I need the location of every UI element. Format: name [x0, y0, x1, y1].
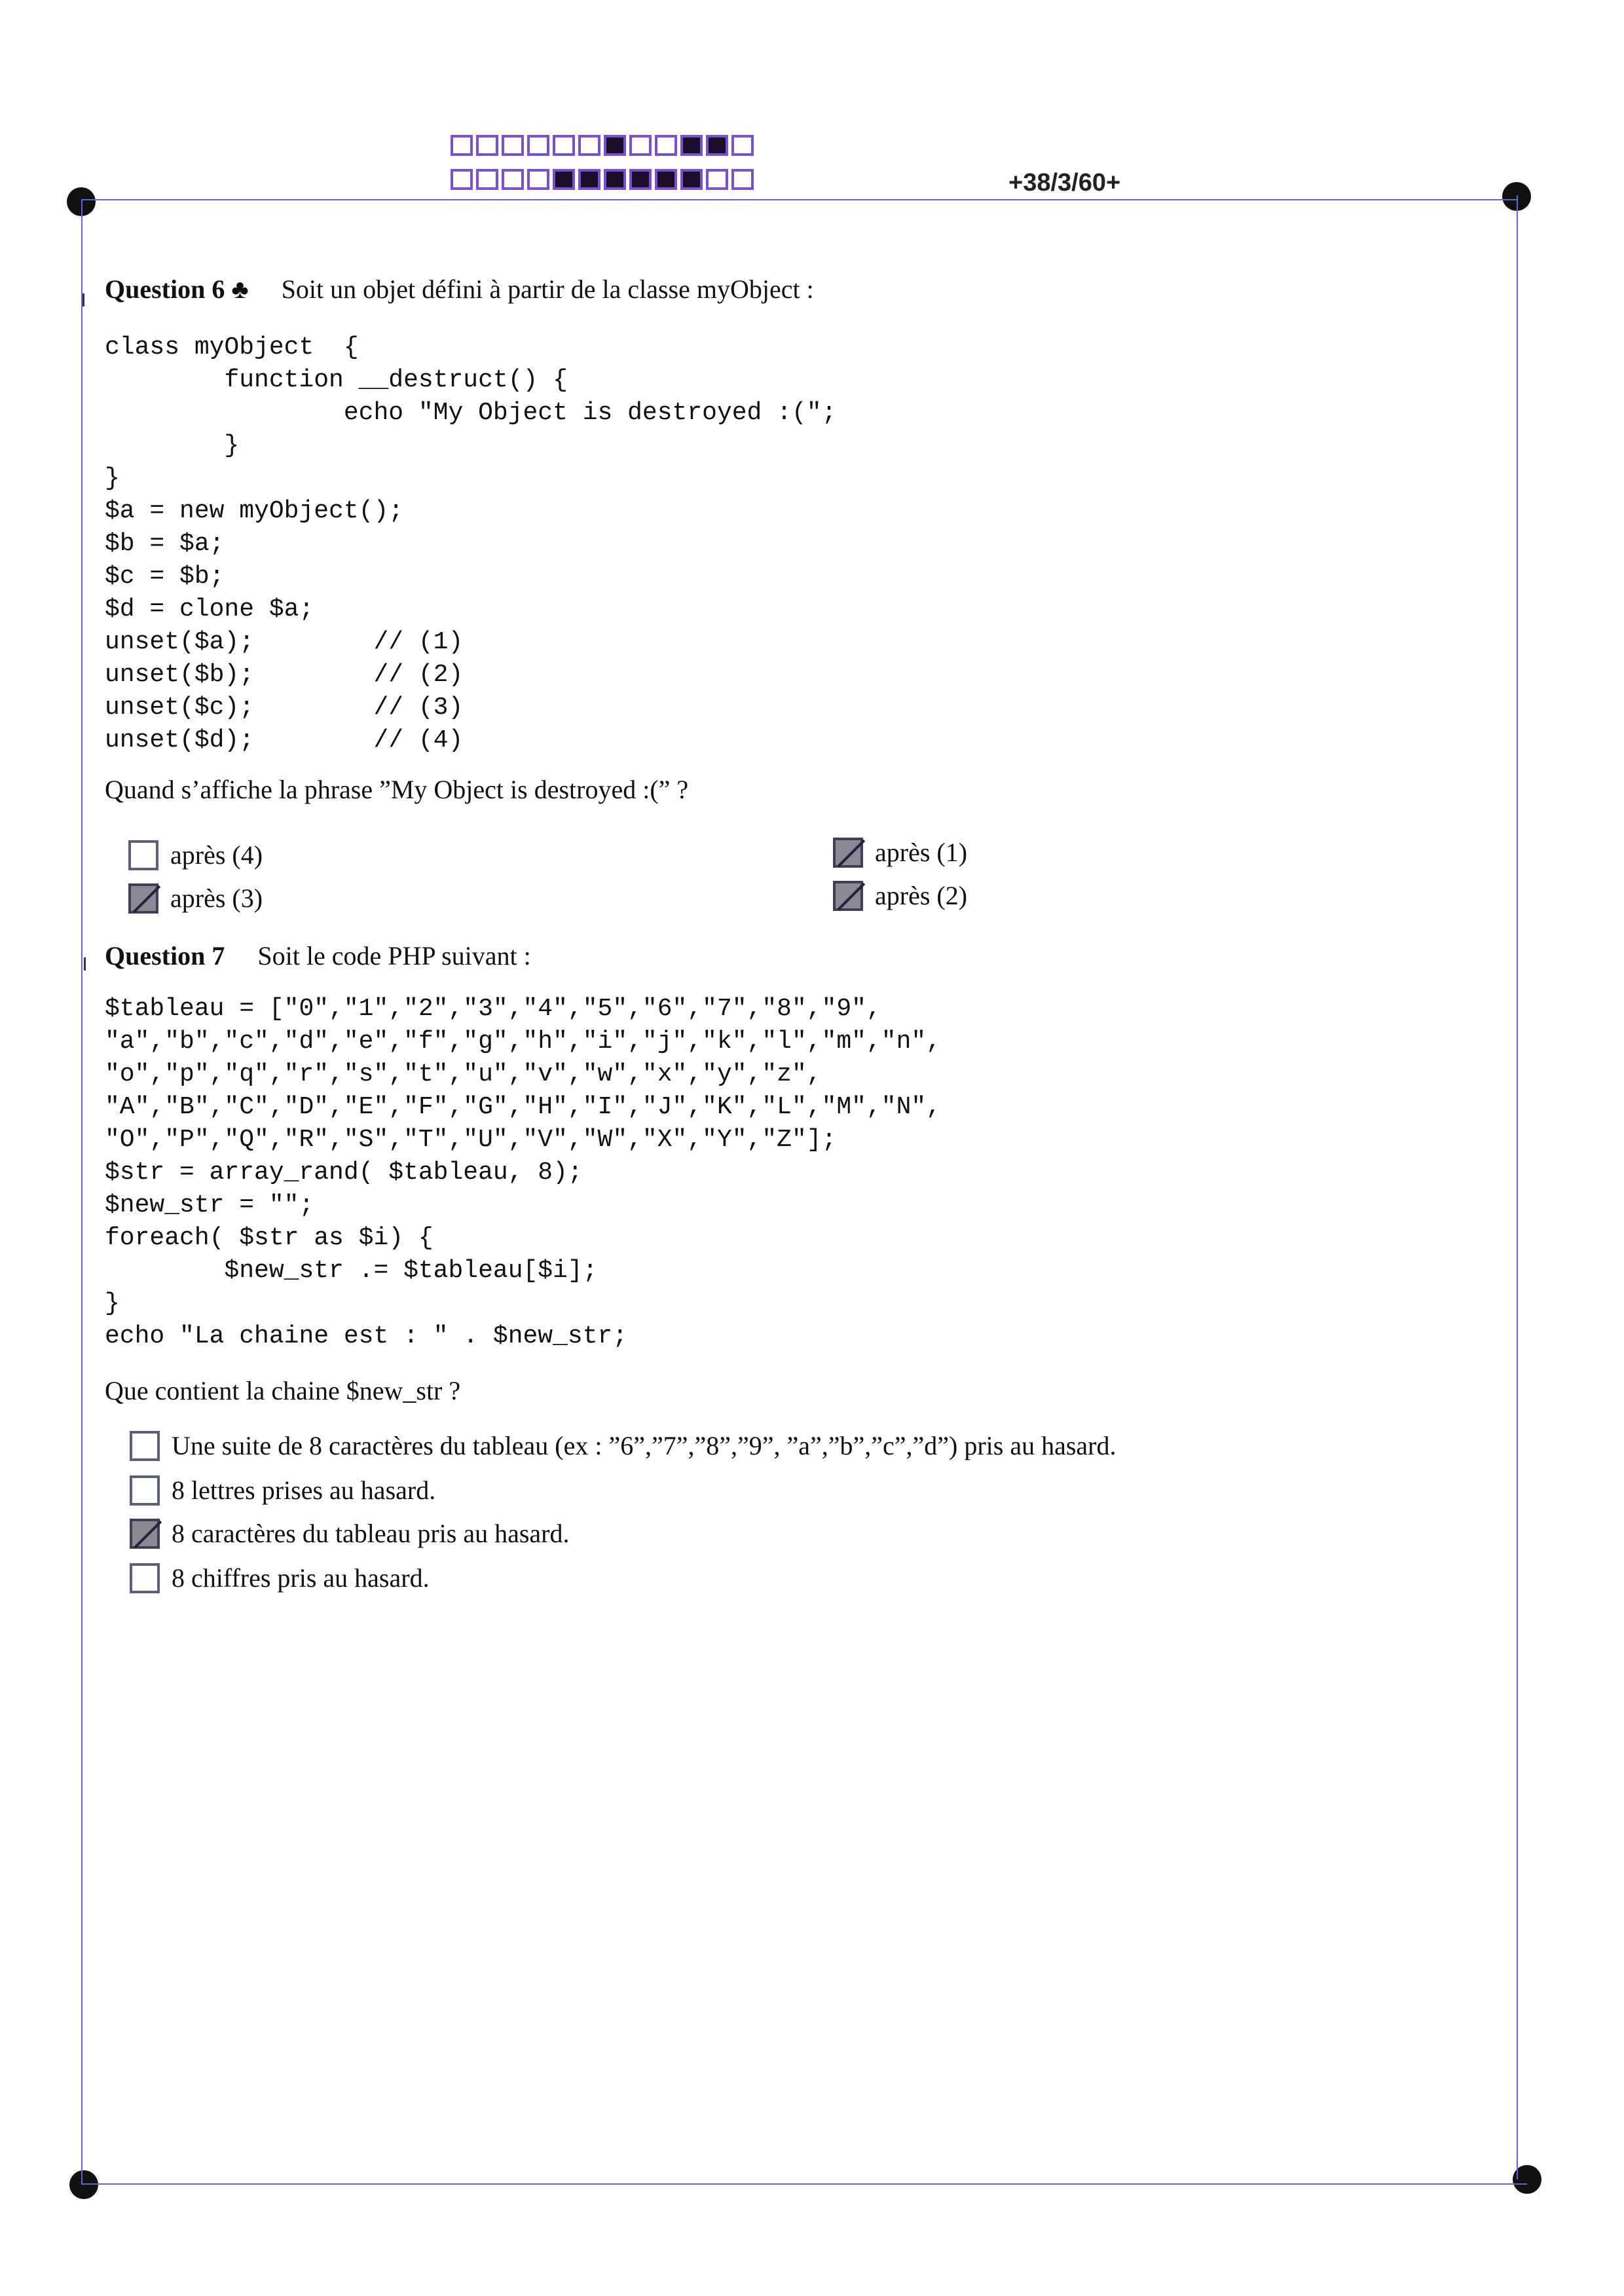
question-6-header — [105, 274, 814, 305]
margin-tick — [84, 957, 86, 971]
checkbox[interactable] — [130, 1519, 160, 1549]
choice-label: 8 lettres prises au hasard. — [172, 1475, 436, 1505]
question-7-text: Que contient la chaine $new_str ? — [105, 1376, 461, 1405]
code-bit-box — [655, 135, 677, 156]
choice-label: après (4) — [170, 840, 263, 870]
code-bit-box — [629, 169, 652, 190]
q6-choice-apres-3[interactable] — [128, 883, 263, 914]
checkbox[interactable] — [128, 883, 158, 914]
q7-choice-8-caracteres[interactable] — [130, 1518, 569, 1549]
code-bit-box — [731, 169, 754, 190]
question-6-prompt: Soit un objet défini à partir de la classe myObject : — [281, 274, 814, 304]
question-6-label: Question 6 ♣ — [105, 274, 249, 304]
checkbox[interactable] — [128, 840, 158, 870]
checkbox[interactable] — [833, 838, 863, 868]
question-7-label: Question 7 — [105, 941, 225, 971]
question-6-text: Quand s’affiche la phrase ”My Object is destroyed :(” ? — [105, 775, 689, 804]
code-bit-box — [553, 169, 575, 190]
frame-left-line — [81, 199, 83, 2185]
code-bit-box — [655, 169, 677, 190]
code-bit-box — [680, 135, 703, 156]
question-7-prompt: Soit le code PHP suivant : — [257, 941, 531, 971]
choice-label: après (3) — [170, 883, 263, 913]
q7-choice-8-chiffres[interactable] — [130, 1563, 430, 1593]
code-bit-box — [527, 135, 549, 156]
code-bit-box — [706, 169, 728, 190]
code-bit-box — [604, 169, 626, 190]
code-bit-box — [476, 135, 498, 156]
code-bit-box — [706, 135, 728, 156]
choice-label: 8 chiffres pris au hasard. — [172, 1563, 430, 1593]
code-bit-box — [578, 135, 600, 156]
code-bit-box — [527, 169, 549, 190]
code-bit-box — [476, 169, 498, 190]
q6-choice-apres-1[interactable] — [833, 837, 967, 868]
code-bit-box — [451, 135, 473, 156]
binary-code-row-1 — [451, 135, 757, 156]
choice-label: 8 caractères du tableau pris au hasard. — [172, 1519, 570, 1548]
checkbox[interactable] — [130, 1563, 160, 1593]
code-bit-box — [578, 169, 600, 190]
frame-right-line — [1517, 195, 1518, 2179]
checkbox[interactable] — [130, 1431, 160, 1461]
page-identifier: +38/3/60+ — [1008, 169, 1121, 196]
q7-choice-8-lettres[interactable] — [130, 1475, 435, 1506]
code-bit-box — [731, 135, 754, 156]
registration-mark-bottom-left — [69, 2170, 98, 2199]
frame-top-line — [81, 199, 1517, 200]
code-bit-box — [502, 135, 524, 156]
choice-label: après (2) — [875, 881, 968, 910]
code-bit-box — [629, 135, 652, 156]
question-7-code: $tableau = ["0","1","2","3","4","5","6","7","8","9", "a","b","c","d","e","f","g","h","i","j","k","l","m","n", "o","p","q","r","s","t","u","v","w","x","y","z", "A","B","C","D","E","F","G","H","I","J","K","L","M","N", "O","P","Q","R","S","T","U","V","W","X","Y","Z"]; $str = array_rand( $tableau, 8); $new_str = ""; foreach( $str as $i) { $new_str .= $tableau[$i]; } echo "La chaine est : " . $new_str; — [105, 995, 942, 1350]
code-bit-box — [502, 169, 524, 190]
checkbox[interactable] — [130, 1475, 160, 1506]
q6-choice-apres-2[interactable] — [833, 880, 967, 911]
margin-tick — [83, 293, 84, 306]
binary-code-row-2 — [451, 169, 757, 190]
q7-choice-suite-8-caracteres[interactable] — [130, 1430, 1116, 1461]
question-7-header — [105, 940, 531, 971]
choice-label: après (1) — [875, 838, 968, 867]
checkbox[interactable] — [833, 881, 863, 911]
question-6-code: class myObject { function __destruct() { echo "My Object is destroyed :("; } } $a = new myObject(); $b = $a; $c = $b; $d = clone $a; unset($a); // (1) unset($b); // (2) unset($c); // (3) unset($d); // (4) — [105, 333, 837, 754]
frame-bottom-line — [83, 2183, 1527, 2185]
code-bit-box — [553, 135, 575, 156]
q6-choice-apres-4[interactable] — [128, 840, 263, 870]
code-bit-box — [604, 135, 626, 156]
code-bit-box — [680, 169, 703, 190]
choice-label: Une suite de 8 caractères du tableau (ex : ”6”,”7”,”8”,”9”, ”a”,”b”,”c”,”d”) pris au hasard. — [172, 1431, 1116, 1460]
code-bit-box — [451, 169, 473, 190]
